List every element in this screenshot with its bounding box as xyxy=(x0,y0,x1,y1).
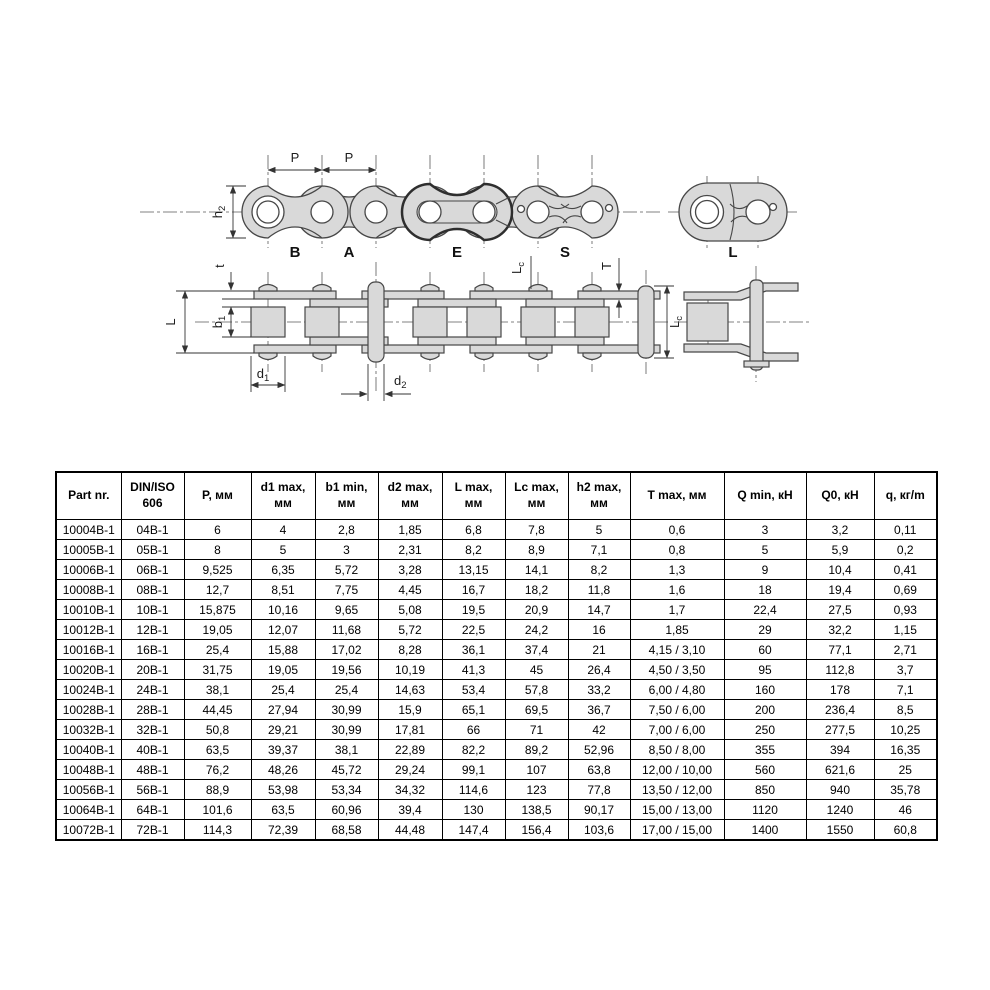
roller xyxy=(521,307,555,337)
table-cell: 12,7 xyxy=(184,580,251,600)
pin-hole xyxy=(257,201,279,223)
dim-label-b1: $b_1$ xyxy=(210,315,228,329)
table-cell: 8,5 xyxy=(874,700,937,720)
table-cell: 29 xyxy=(724,620,806,640)
plan-view xyxy=(163,256,685,401)
table-cell: 45 xyxy=(505,660,568,680)
table-cell: 123 xyxy=(505,780,568,800)
table-cell: 1400 xyxy=(724,820,806,841)
table-cell: 13,50 / 12,00 xyxy=(630,780,724,800)
pin-hole xyxy=(581,201,603,223)
table-row xyxy=(56,800,937,820)
table-cell: 114,6 xyxy=(442,780,505,800)
table-cell: 46 xyxy=(874,800,937,820)
table-cell: 21 xyxy=(568,640,630,660)
table-cell: 101,6 xyxy=(184,800,251,820)
table-cell: 99,1 xyxy=(442,760,505,780)
table-cell: 8,51 xyxy=(251,580,315,600)
table-cell: 10,19 xyxy=(378,660,442,680)
table-cell: 0,69 xyxy=(874,580,937,600)
table-row xyxy=(56,700,937,720)
table-cell: 25,4 xyxy=(184,640,251,660)
column-header: Q min, кН xyxy=(724,472,806,520)
dim-label-t: t xyxy=(212,264,227,268)
table-cell: 0,6 xyxy=(630,520,724,540)
header-row xyxy=(56,472,937,520)
pin-washer xyxy=(744,361,769,367)
table-cell: 72B-1 xyxy=(121,820,184,841)
connecting-pin xyxy=(368,282,384,362)
table-cell: 621,6 xyxy=(806,760,874,780)
table-cell: 04B-1 xyxy=(121,520,184,540)
table-cell: 44,45 xyxy=(184,700,251,720)
table-cell: 19,05 xyxy=(251,660,315,680)
pin-hole xyxy=(419,201,441,223)
table-cell: 10012B-1 xyxy=(56,620,121,640)
table-cell: 277,5 xyxy=(806,720,874,740)
table-row xyxy=(56,580,937,600)
table-cell: 7,1 xyxy=(874,680,937,700)
table-cell: 14,63 xyxy=(378,680,442,700)
table-cell: 7,1 xyxy=(568,540,630,560)
table-cell: 66 xyxy=(442,720,505,740)
table-cell: 36,1 xyxy=(442,640,505,660)
table-cell: 25,4 xyxy=(315,680,378,700)
dim-label-lc-top: $L_c$ xyxy=(509,262,527,274)
cranked-plate xyxy=(684,344,798,361)
table-cell: 1,85 xyxy=(378,520,442,540)
roller xyxy=(413,307,447,337)
table-row xyxy=(56,520,937,540)
chain-table xyxy=(55,471,938,841)
table-cell: 48B-1 xyxy=(121,760,184,780)
dim-label-p1: P xyxy=(290,150,300,165)
table-cell: 1,15 xyxy=(874,620,937,640)
table-cell: 26,4 xyxy=(568,660,630,680)
table-head xyxy=(56,472,937,520)
table-cell: 10032B-1 xyxy=(56,720,121,740)
column-header: P, мм xyxy=(184,472,251,520)
table-cell: 6 xyxy=(184,520,251,540)
outer-plate xyxy=(470,291,552,299)
inner-plate xyxy=(418,337,496,345)
table-cell: 12,00 / 10,00 xyxy=(630,760,724,780)
table-cell: 8,9 xyxy=(505,540,568,560)
table-cell: 200 xyxy=(724,700,806,720)
table-cell: 3 xyxy=(315,540,378,560)
table-cell: 19,4 xyxy=(806,580,874,600)
table-cell: 25,4 xyxy=(251,680,315,700)
table-cell: 88,9 xyxy=(184,780,251,800)
link-label-l: L xyxy=(728,244,738,261)
table-cell: 17,00 / 15,00 xyxy=(630,820,724,841)
table-cell: 63,5 xyxy=(251,800,315,820)
table-cell: 69,5 xyxy=(505,700,568,720)
table-cell: 1240 xyxy=(806,800,874,820)
table-cell: 10024B-1 xyxy=(56,680,121,700)
table-cell: 138,5 xyxy=(505,800,568,820)
table-cell: 22,4 xyxy=(724,600,806,620)
table-cell: 8,28 xyxy=(378,640,442,660)
table-cell: 30,99 xyxy=(315,700,378,720)
dim-label-p2: P xyxy=(344,150,354,165)
pin-hole xyxy=(527,201,549,223)
table-cell: 18 xyxy=(724,580,806,600)
table-cell: 14,1 xyxy=(505,560,568,580)
table-cell: 5,08 xyxy=(378,600,442,620)
column-header: Lc max, мм xyxy=(505,472,568,520)
outer-plate xyxy=(470,345,552,353)
table-cell: 40B-1 xyxy=(121,740,184,760)
table-cell: 5,72 xyxy=(315,560,378,580)
table-cell: 39,4 xyxy=(378,800,442,820)
dim-label-d1: $d_1$ xyxy=(256,366,270,384)
table-cell: 0,8 xyxy=(630,540,724,560)
table-cell: 0,2 xyxy=(874,540,937,560)
table-cell: 5 xyxy=(724,540,806,560)
table-cell: 37,4 xyxy=(505,640,568,660)
table-cell: 53,98 xyxy=(251,780,315,800)
table-cell: 16 xyxy=(568,620,630,640)
table-cell: 16,7 xyxy=(442,580,505,600)
table-cell: 76,2 xyxy=(184,760,251,780)
roller xyxy=(687,303,728,341)
table-cell: 7,75 xyxy=(315,580,378,600)
table-cell: 10016B-1 xyxy=(56,640,121,660)
table-cell: 3,28 xyxy=(378,560,442,580)
end-pin xyxy=(638,286,654,358)
table-cell: 57,8 xyxy=(505,680,568,700)
table-cell: 107 xyxy=(505,760,568,780)
table-cell: 7,00 / 6,00 xyxy=(630,720,724,740)
table-cell: 1,6 xyxy=(630,580,724,600)
table-cell: 236,4 xyxy=(806,700,874,720)
column-header: T max, мм xyxy=(630,472,724,520)
column-header: q, кг/m xyxy=(874,472,937,520)
table-cell: 4 xyxy=(251,520,315,540)
roller xyxy=(305,307,339,337)
table-cell: 4,45 xyxy=(378,580,442,600)
table-cell: 15,00 / 13,00 xyxy=(630,800,724,820)
table-cell: 27,94 xyxy=(251,700,315,720)
table-cell: 156,4 xyxy=(505,820,568,841)
table-cell: 77,8 xyxy=(568,780,630,800)
table-cell: 24,2 xyxy=(505,620,568,640)
table-cell: 10048B-1 xyxy=(56,760,121,780)
table-cell: 1120 xyxy=(724,800,806,820)
table-cell: 36,7 xyxy=(568,700,630,720)
link-label-e: E xyxy=(451,244,463,261)
pin-hole xyxy=(473,201,495,223)
table-cell: 17,81 xyxy=(378,720,442,740)
table-cell: 5 xyxy=(251,540,315,560)
table-cell: 48,26 xyxy=(251,760,315,780)
table-cell: 60,8 xyxy=(874,820,937,841)
column-header: d2 max, мм xyxy=(378,472,442,520)
table-cell: 10005B-1 xyxy=(56,540,121,560)
table-cell: 17,02 xyxy=(315,640,378,660)
table-cell: 2,8 xyxy=(315,520,378,540)
column-header: Part nr. xyxy=(56,472,121,520)
table-cell: 147,4 xyxy=(442,820,505,841)
roller xyxy=(251,307,285,337)
cranked-plate xyxy=(684,283,798,300)
table-cell: 1,85 xyxy=(630,620,724,640)
dimension-d1 xyxy=(251,356,285,392)
table-cell: 850 xyxy=(724,780,806,800)
table-row xyxy=(56,740,937,760)
column-header: Q0, кН xyxy=(806,472,874,520)
table-cell: 10010B-1 xyxy=(56,600,121,620)
table-row xyxy=(56,600,937,620)
table-cell: 27,5 xyxy=(806,600,874,620)
table-cell: 0,93 xyxy=(874,600,937,620)
table-cell: 39,37 xyxy=(251,740,315,760)
table-cell: 24B-1 xyxy=(121,680,184,700)
table-cell: 11,8 xyxy=(568,580,630,600)
table-cell: 8 xyxy=(184,540,251,560)
outer-plate xyxy=(254,345,336,353)
table-cell: 15,875 xyxy=(184,600,251,620)
table-cell: 63,8 xyxy=(568,760,630,780)
table-cell: 16,35 xyxy=(874,740,937,760)
table-cell: 65,1 xyxy=(442,700,505,720)
table-cell: 10040B-1 xyxy=(56,740,121,760)
inner-plate xyxy=(526,299,604,307)
table-cell: 38,1 xyxy=(315,740,378,760)
table-cell: 10064B-1 xyxy=(56,800,121,820)
table-cell: 63,5 xyxy=(184,740,251,760)
table-cell: 130 xyxy=(442,800,505,820)
table-cell: 12B-1 xyxy=(121,620,184,640)
table-cell: 38,1 xyxy=(184,680,251,700)
table-cell: 9 xyxy=(724,560,806,580)
table-cell: 10,4 xyxy=(806,560,874,580)
table-cell: 10,16 xyxy=(251,600,315,620)
table-cell: 10072B-1 xyxy=(56,820,121,841)
column-header: h2 max, мм xyxy=(568,472,630,520)
table-cell: 8,2 xyxy=(442,540,505,560)
table-cell: 42 xyxy=(568,720,630,740)
table-cell: 10006B-1 xyxy=(56,560,121,580)
dim-label-t-cap: T xyxy=(599,262,614,270)
dim-label-l: L xyxy=(163,318,178,326)
dim-label-d2: $d_2$ xyxy=(394,373,407,391)
table-cell: 940 xyxy=(806,780,874,800)
table-cell: 53,34 xyxy=(315,780,378,800)
table-cell: 4,15 / 3,10 xyxy=(630,640,724,660)
table-cell: 15,88 xyxy=(251,640,315,660)
table-cell: 112,8 xyxy=(806,660,874,680)
table-cell: 05B-1 xyxy=(121,540,184,560)
table-cell: 6,00 / 4,80 xyxy=(630,680,724,700)
table-cell: 19,5 xyxy=(442,600,505,620)
table-cell: 10008B-1 xyxy=(56,580,121,600)
inner-plate xyxy=(526,337,604,345)
table-row xyxy=(56,660,937,680)
table-cell: 33,2 xyxy=(568,680,630,700)
table-cell: 250 xyxy=(724,720,806,740)
column-header: d1 max, мм xyxy=(251,472,315,520)
table-cell: 41,3 xyxy=(442,660,505,680)
table-cell: 8,50 / 8,00 xyxy=(630,740,724,760)
table-cell: 10004B-1 xyxy=(56,520,121,540)
table-cell: 2,71 xyxy=(874,640,937,660)
table-row xyxy=(56,780,937,800)
table-cell: 08B-1 xyxy=(121,580,184,600)
table-cell: 20,9 xyxy=(505,600,568,620)
table-cell: 44,48 xyxy=(378,820,442,841)
table-body xyxy=(56,520,937,841)
table-cell: 10020B-1 xyxy=(56,660,121,680)
table-cell: 394 xyxy=(806,740,874,760)
table-cell: 82,2 xyxy=(442,740,505,760)
table-row xyxy=(56,760,937,780)
table-cell: 160 xyxy=(724,680,806,700)
table-cell: 7,8 xyxy=(505,520,568,540)
table-cell: 71 xyxy=(505,720,568,740)
table-cell: 52,96 xyxy=(568,740,630,760)
table-cell: 64B-1 xyxy=(121,800,184,820)
link-label-a: A xyxy=(343,244,355,261)
table-cell: 18,2 xyxy=(505,580,568,600)
table-cell: 90,17 xyxy=(568,800,630,820)
table-cell: 56B-1 xyxy=(121,780,184,800)
table-cell: 29,24 xyxy=(378,760,442,780)
dim-label-h2: $h_2$ xyxy=(210,205,228,219)
table-row xyxy=(56,620,937,640)
offset-link xyxy=(674,266,812,382)
table-row xyxy=(56,560,937,580)
connecting-link-l xyxy=(668,176,798,261)
table-cell: 0,41 xyxy=(874,560,937,580)
table-cell: 14,7 xyxy=(568,600,630,620)
table-cell: 9,525 xyxy=(184,560,251,580)
pin xyxy=(750,280,763,370)
table-row xyxy=(56,820,937,841)
table-cell: 8,2 xyxy=(568,560,630,580)
table-cell: 16B-1 xyxy=(121,640,184,660)
table-cell: 5,9 xyxy=(806,540,874,560)
table-cell: 1,7 xyxy=(630,600,724,620)
table-cell: 12,07 xyxy=(251,620,315,640)
table-cell: 31,75 xyxy=(184,660,251,680)
table-cell: 3,2 xyxy=(806,520,874,540)
table-cell: 60,96 xyxy=(315,800,378,820)
table-cell: 20B-1 xyxy=(121,660,184,680)
table-cell: 355 xyxy=(724,740,806,760)
link-label-b: B xyxy=(289,244,301,261)
table-cell: 560 xyxy=(724,760,806,780)
table-cell: 3 xyxy=(724,520,806,540)
roller xyxy=(467,307,501,337)
table-cell: 7,50 / 6,00 xyxy=(630,700,724,720)
table-row xyxy=(56,680,937,700)
table-cell: 34,32 xyxy=(378,780,442,800)
pin-hole xyxy=(311,201,333,223)
table-cell: 72,39 xyxy=(251,820,315,841)
table-cell: 50,8 xyxy=(184,720,251,740)
column-header: b1 min, мм xyxy=(315,472,378,520)
table-cell: 10B-1 xyxy=(121,600,184,620)
table-cell: 5 xyxy=(568,520,630,540)
pin-hole xyxy=(365,201,387,223)
link-label-s: S xyxy=(559,244,571,261)
table-cell: 30,99 xyxy=(315,720,378,740)
table-cell: 89,2 xyxy=(505,740,568,760)
pin-hole xyxy=(746,200,770,224)
table-cell: 11,68 xyxy=(315,620,378,640)
table-cell: 95 xyxy=(724,660,806,680)
inner-plate xyxy=(418,299,496,307)
dimension-t xyxy=(212,264,254,299)
table-cell: 178 xyxy=(806,680,874,700)
table-cell: 114,3 xyxy=(184,820,251,841)
table-cell: 28B-1 xyxy=(121,700,184,720)
outer-plate xyxy=(254,291,336,299)
table-cell: 13,15 xyxy=(442,560,505,580)
pin-hole xyxy=(696,201,719,224)
chain-diagram xyxy=(0,0,990,460)
table-cell: 5,72 xyxy=(378,620,442,640)
side-view xyxy=(140,150,662,261)
column-header: DIN/ISO 606 xyxy=(121,472,184,520)
table-cell: 06B-1 xyxy=(121,560,184,580)
table-cell: 35,78 xyxy=(874,780,937,800)
table-cell: 32B-1 xyxy=(121,720,184,740)
table-cell: 53,4 xyxy=(442,680,505,700)
table-cell: 29,21 xyxy=(251,720,315,740)
table-cell: 4,50 / 3,50 xyxy=(630,660,724,680)
table-cell: 68,58 xyxy=(315,820,378,841)
table-cell: 10056B-1 xyxy=(56,780,121,800)
table-cell: 10,25 xyxy=(874,720,937,740)
table-cell: 60 xyxy=(724,640,806,660)
table-cell: 10028B-1 xyxy=(56,700,121,720)
column-header: L max, мм xyxy=(442,472,505,520)
table-cell: 1550 xyxy=(806,820,874,841)
table-cell: 22,89 xyxy=(378,740,442,760)
table-cell: 19,05 xyxy=(184,620,251,640)
table-row xyxy=(56,540,937,560)
roller xyxy=(575,307,609,337)
table-cell: 103,6 xyxy=(568,820,630,841)
table-cell: 77,1 xyxy=(806,640,874,660)
table-cell: 22,5 xyxy=(442,620,505,640)
table-cell: 0,11 xyxy=(874,520,937,540)
dimension-lc-top xyxy=(509,256,531,289)
table-cell: 32,2 xyxy=(806,620,874,640)
table-cell: 6,35 xyxy=(251,560,315,580)
table-cell: 19,56 xyxy=(315,660,378,680)
table-cell: 2,31 xyxy=(378,540,442,560)
table-cell: 6,8 xyxy=(442,520,505,540)
table-cell: 1,3 xyxy=(630,560,724,580)
dim-label-lc-right: $L_c$ xyxy=(667,316,685,328)
table-cell: 45,72 xyxy=(315,760,378,780)
table-cell: 9,65 xyxy=(315,600,378,620)
table-row xyxy=(56,640,937,660)
table-cell: 15,9 xyxy=(378,700,442,720)
table-cell: 3,7 xyxy=(874,660,937,680)
table-cell: 25 xyxy=(874,760,937,780)
table-row xyxy=(56,720,937,740)
